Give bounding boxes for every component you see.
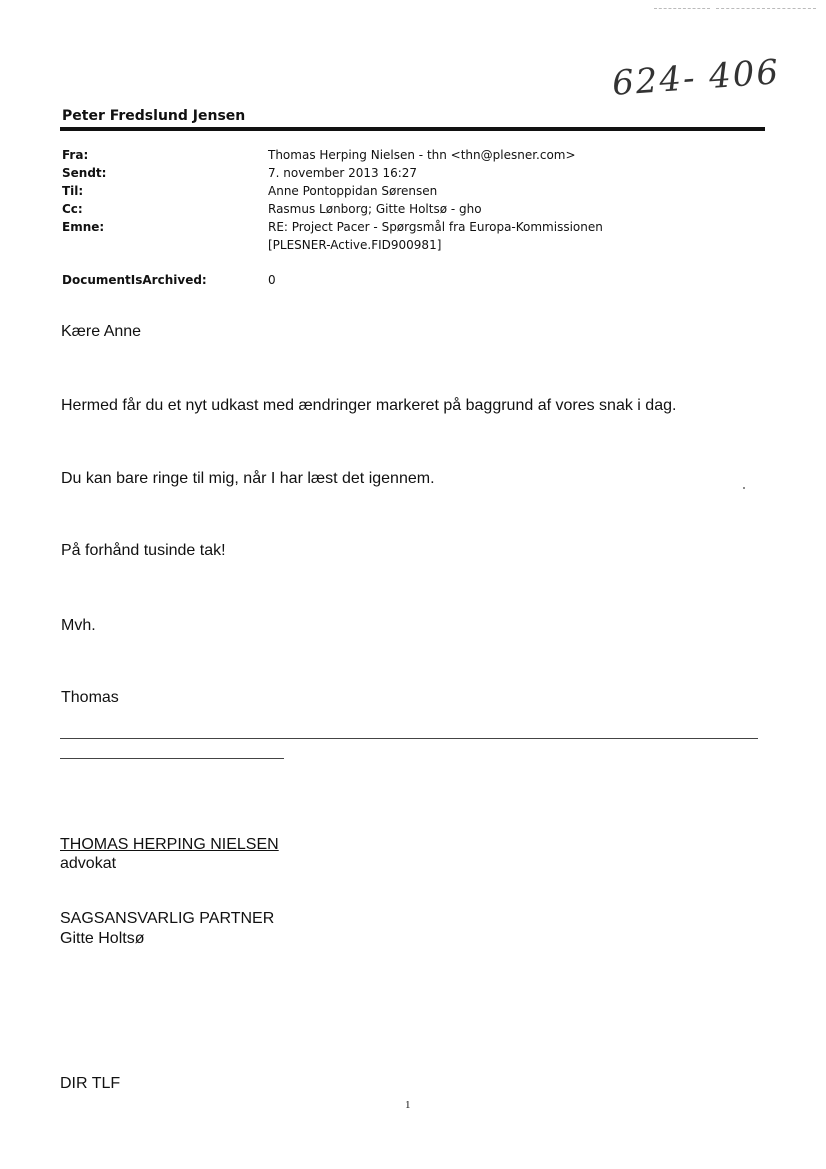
sender-first-name: Thomas <box>61 689 119 706</box>
body-paragraph: På forhånd tusinde tak! <box>61 542 226 559</box>
sent-label: Sendt: <box>62 166 107 180</box>
from-value: Thomas Herping Nielsen - thn <thn@plesner.com> <box>268 148 576 162</box>
partner-label: SAGSANSVARLIG PARTNER <box>60 910 275 927</box>
sent-value: 7. november 2013 16:27 <box>268 166 418 180</box>
page-number: 1 <box>405 1099 411 1111</box>
closing: Mvh. <box>61 617 96 634</box>
partner-name: Gitte Holtsø <box>60 930 145 947</box>
phone-label: DIR TLF <box>60 1075 121 1092</box>
archived-value: 0 <box>268 273 276 287</box>
body-paragraph: Du kan bare ringe til mig, når I har læst det igennem. <box>61 470 435 487</box>
subject-label: Emne: <box>62 220 105 234</box>
mailbox-owner-name: Peter Fredslund Jensen <box>62 108 246 124</box>
subject-value: RE: Project Pacer - Spørgsmål fra Europa-Kommissionen [PLESNER-Active.FID900981] <box>268 220 603 252</box>
handwritten-note: 624- 406 <box>610 52 782 104</box>
cc-label: Cc: <box>62 202 83 216</box>
from-label: Fra: <box>62 148 89 162</box>
to-value: Anne Pontoppidan Sørensen <box>268 184 438 198</box>
archived-label: DocumentIsArchived: <box>62 273 207 287</box>
scan-speck <box>743 487 745 489</box>
signature-title: advokat <box>60 855 117 872</box>
scan-mark <box>716 8 816 9</box>
cc-value: Rasmus Lønborg; Gitte Holtsø - gho <box>268 202 482 216</box>
header-rule <box>60 127 765 131</box>
signature-divider <box>60 738 758 739</box>
signature-name: THOMAS HERPING NIELSEN <box>60 836 279 853</box>
signature-divider-short <box>60 758 284 759</box>
to-label: Til: <box>62 184 84 198</box>
greeting: Kære Anne <box>61 323 142 340</box>
body-paragraph: Hermed får du et nyt udkast med ændringer markeret på baggrund af vores snak i dag. <box>61 397 677 414</box>
scan-mark <box>654 8 710 9</box>
